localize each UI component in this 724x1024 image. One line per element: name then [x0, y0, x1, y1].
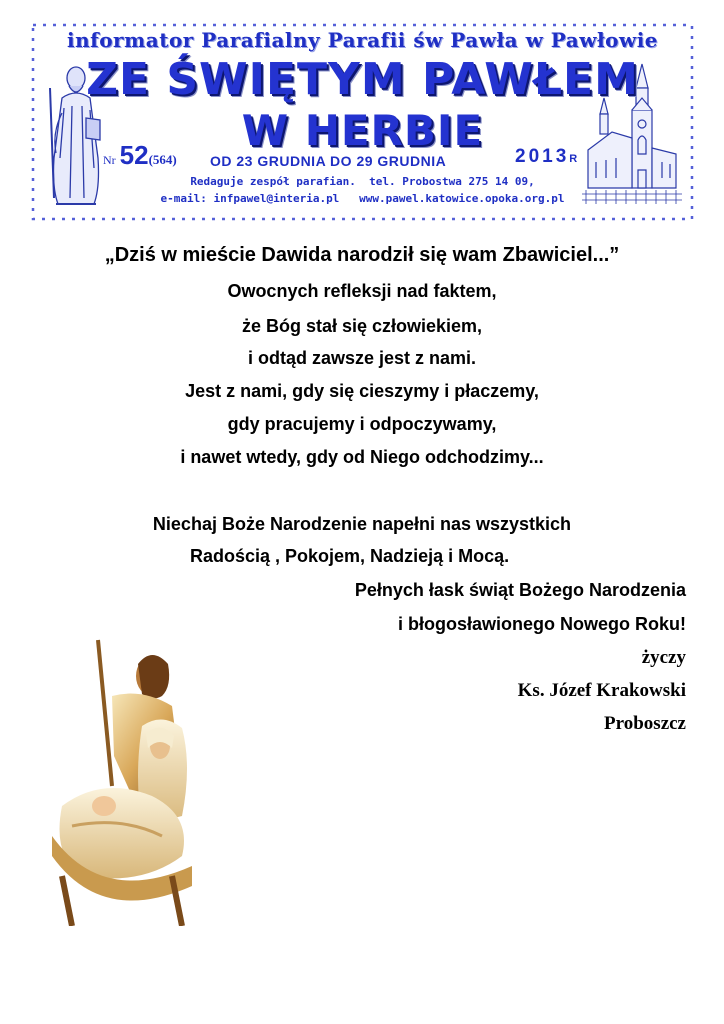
nativity-icon [42, 636, 202, 926]
wish-line: i błogosławionego Nowego Roku! [398, 614, 686, 634]
signature-verb: życzy [641, 647, 686, 668]
year-value: 2013 [515, 146, 570, 167]
issue-number [103, 140, 177, 171]
editors-line: Redaguje zespół parafian. tel. Probostwa 275 14 09, [190, 175, 535, 188]
reflection-line: Owocnych refleksji nad faktem, [227, 281, 497, 301]
wish-line: Niechaj Boże Narodzenie napełni nas wszystkich [152, 514, 572, 534]
wish-line: Radością , Pokojem, Nadzieją i Mocą. [190, 546, 510, 566]
contact-line: e-mail: infpawel@interia.pl www.pawel.katowice.opoka.org.pl [160, 192, 565, 205]
bible-quote: „Dziś w mieście Dawida narodził się wam Zbawiciel...” [104, 244, 620, 266]
issue-label: Nr [103, 153, 116, 167]
reflection-line: i nawet wtedy, gdy od Niego odchodzimy... [180, 447, 544, 467]
reflection-line: że Bóg stał się człowiekiem, [241, 316, 483, 336]
newsletter-subtitle: informator Parafialny Parafii św Pawła w Pawłowie [66, 28, 659, 52]
reflection-line: Jest z nami, gdy się cieszymy i płaczemy, [185, 381, 539, 401]
signature-name: Ks. Józef Krakowski [517, 680, 686, 701]
year-suffix: R [569, 153, 578, 165]
date-range: OD 23 GRUDNIA DO 29 GRUDNIA [210, 153, 447, 169]
signature-title: Proboszcz [604, 713, 686, 734]
issue-number-value: 52 [119, 140, 149, 170]
issue-year [515, 146, 577, 168]
wish-line: Pełnych łask świąt Bożego Narodzenia [354, 580, 686, 600]
newsletter-title-line2: W HERBIE [241, 106, 484, 155]
newsletter-header [30, 22, 695, 222]
newsletter-title-line1: ZE ŚWIĘTYM PAWŁEM [86, 54, 639, 105]
reflection-line: gdy pracujemy i odpoczywamy, [227, 414, 497, 434]
reflection-line: i odtąd zawsze jest z nami. [247, 348, 477, 368]
issue-overall-number: (564) [148, 152, 177, 167]
